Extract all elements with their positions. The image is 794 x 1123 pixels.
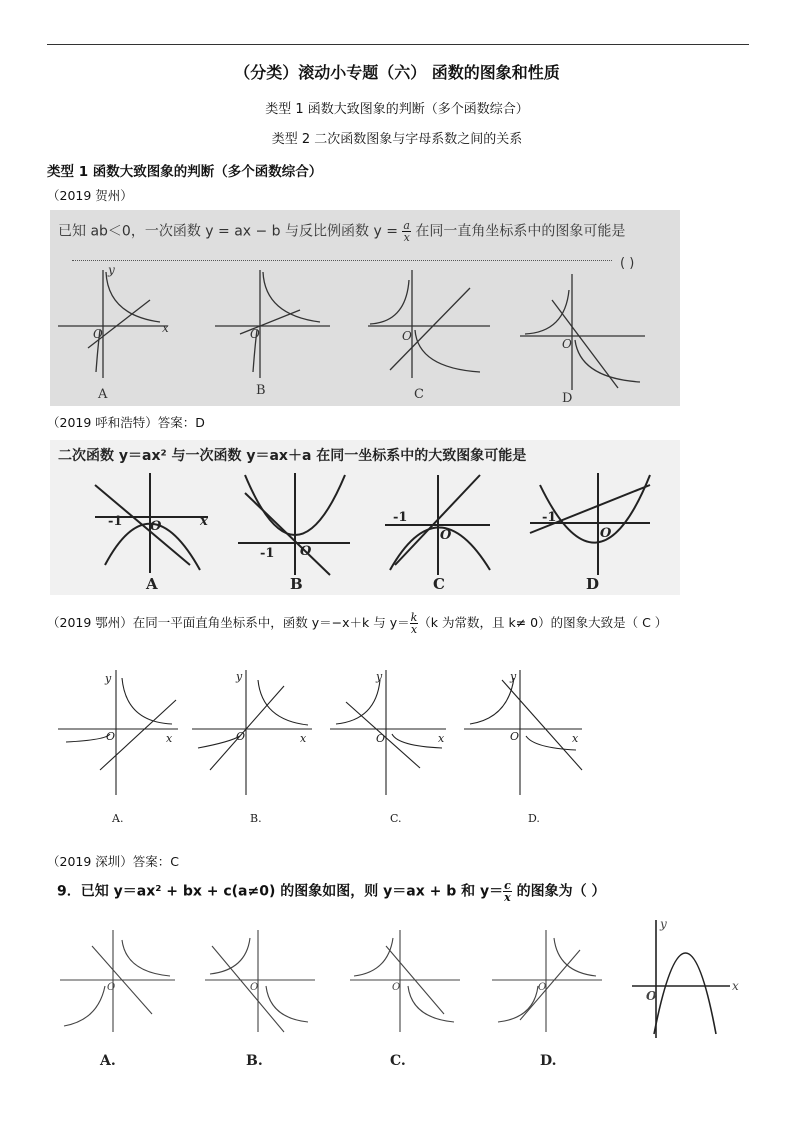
q1-text-b: 在同一直角坐标系中的图象可能是 bbox=[410, 223, 626, 240]
q4-fraction bbox=[503, 880, 512, 903]
q4-origin-b: O bbox=[250, 982, 259, 993]
page-title: （分类）滚动小专题（六） 函数的图象和性质 bbox=[234, 63, 560, 82]
q4-origin-c: O bbox=[392, 982, 401, 993]
q2-question: 二次函数 y＝ax² 与一次函数 y＝ax＋a 在同一坐标系中的大致图象可能是 bbox=[58, 448, 527, 464]
q1-y-a: y bbox=[108, 263, 115, 277]
q2-neg1-d: -1 bbox=[542, 510, 557, 525]
q2-neg1-c: -1 bbox=[393, 510, 408, 525]
outline-type2: 类型 2 二次函数图象与字母系数之间的关系 bbox=[271, 132, 523, 147]
header-rule bbox=[47, 44, 749, 45]
section-heading: 类型 1 函数大致图象的判断（多个函数综合） bbox=[47, 164, 323, 180]
q1-label-d: D bbox=[562, 391, 573, 406]
q4-text-a: 9．已知 y＝ax² + bx + c(a≠0) 的图象如图，则 y＝ax + b 和 y＝ bbox=[57, 883, 504, 900]
q3-text-a: （2019 鄂州）在同一平面直角坐标系中，函数 y＝−x＋k 与 y＝ bbox=[47, 615, 410, 630]
q3-text-b: （k 为常数，且 k≠ 0）的图象大致是（ C ） bbox=[418, 615, 668, 630]
q1-label-a: A bbox=[98, 387, 108, 402]
q2-neg1-b: -1 bbox=[260, 546, 275, 561]
q3-y-c: y bbox=[376, 670, 383, 683]
q4-label-a: A. bbox=[100, 1053, 116, 1069]
q3-x-d: x bbox=[572, 732, 579, 745]
q4-text-b: 的图象为（ ） bbox=[511, 883, 606, 900]
q3-graph-c bbox=[330, 670, 446, 795]
q1-label-c: C bbox=[414, 387, 424, 402]
q3-label-b: B. bbox=[250, 812, 262, 825]
q3-fraction bbox=[410, 612, 419, 635]
q4-frac-num: c bbox=[504, 879, 511, 892]
q3-label-d: D. bbox=[528, 812, 540, 825]
q4-parabola-graph bbox=[632, 920, 730, 1038]
q2-graph-c bbox=[385, 475, 490, 575]
q4-parabola-y: y bbox=[660, 917, 667, 931]
q1-frac-den: x bbox=[403, 231, 410, 244]
q3-x-a: x bbox=[166, 732, 173, 745]
q2-x-a: x bbox=[200, 514, 208, 529]
q1-text-a: 已知 ab＜0，一次函数 y = ax − b 与反比例函数 y = bbox=[58, 223, 403, 240]
q1-origin-b: O bbox=[250, 327, 260, 341]
q3-origin-d: O bbox=[510, 730, 520, 743]
q3-graph-b bbox=[192, 670, 312, 795]
q3-label-c: C. bbox=[390, 812, 402, 825]
q1-origin-d: O bbox=[562, 337, 572, 351]
q4-graph-d bbox=[492, 930, 602, 1032]
q2-neg1-a: -1 bbox=[108, 514, 123, 529]
q3-graphs bbox=[50, 650, 610, 830]
q2-origin-c: O bbox=[440, 528, 452, 543]
q1-graphs bbox=[50, 260, 680, 406]
q3-graph-a bbox=[58, 670, 178, 795]
q3-x-c: x bbox=[438, 732, 445, 745]
q4-parabola-x: x bbox=[732, 979, 739, 993]
q4-graph-b bbox=[205, 930, 315, 1032]
q3-y-a: y bbox=[105, 672, 112, 685]
q3-origin-b: O bbox=[236, 730, 246, 743]
q1-graph-a bbox=[58, 270, 168, 378]
q1-graph-c bbox=[368, 270, 490, 378]
q3-label-a: A. bbox=[112, 812, 124, 825]
q2-source: （2019 呼和浩特）答案：D bbox=[47, 415, 205, 430]
q2-origin-d: O bbox=[600, 526, 612, 541]
q3-y-b: y bbox=[236, 670, 243, 683]
q1-source: （2019 贺州） bbox=[47, 188, 133, 203]
q3-origin-c: O bbox=[376, 732, 386, 745]
q2-graphs bbox=[50, 465, 680, 595]
q3-frac-den: x bbox=[410, 623, 418, 636]
q3-origin-a: O bbox=[106, 730, 116, 743]
q4-label-c: C. bbox=[390, 1053, 406, 1069]
q1-frac-num: a bbox=[403, 219, 410, 232]
q3-question bbox=[47, 612, 667, 635]
q1-label-b: B bbox=[256, 383, 266, 398]
q1-x-a: x bbox=[162, 321, 169, 335]
q4-label-b: B. bbox=[246, 1053, 263, 1069]
q4-graph-c bbox=[350, 930, 460, 1032]
q4-source: （2019 深圳）答案：C bbox=[47, 854, 180, 869]
q1-graph-d bbox=[520, 274, 645, 390]
q4-origin-a: O bbox=[107, 982, 116, 993]
q2-origin-b: O bbox=[300, 544, 312, 559]
q3-x-b: x bbox=[300, 732, 307, 745]
q4-parabola-origin: O bbox=[646, 989, 657, 1003]
q1-graph-b bbox=[215, 270, 330, 378]
q2-label-d: D bbox=[586, 575, 600, 593]
q3-frac-num: k bbox=[410, 611, 418, 624]
q4-origin-d: O bbox=[538, 982, 547, 993]
q1-fraction bbox=[402, 220, 411, 243]
q1-origin-a: O bbox=[93, 327, 103, 341]
q3-y-d: y bbox=[510, 670, 517, 683]
q3-graph-d bbox=[464, 670, 582, 795]
q4-graph-a bbox=[60, 930, 175, 1032]
q1-paren: ( ) bbox=[620, 256, 635, 271]
q2-label-c: C bbox=[433, 575, 445, 593]
q2-origin-a: O bbox=[150, 519, 162, 534]
q4-frac-den: x bbox=[504, 891, 511, 904]
q1-question bbox=[58, 220, 625, 243]
q2-label-b: B bbox=[290, 575, 303, 593]
q2-graph-b bbox=[238, 473, 350, 575]
q4-graphs bbox=[50, 910, 750, 1075]
q2-label-a: A bbox=[146, 575, 158, 593]
outline-type1: 类型 1 函数大致图象的判断（多个函数综合） bbox=[265, 102, 529, 117]
q4-label-d: D. bbox=[540, 1053, 557, 1069]
q4-question bbox=[57, 880, 606, 903]
q1-origin-c: O bbox=[402, 329, 412, 343]
